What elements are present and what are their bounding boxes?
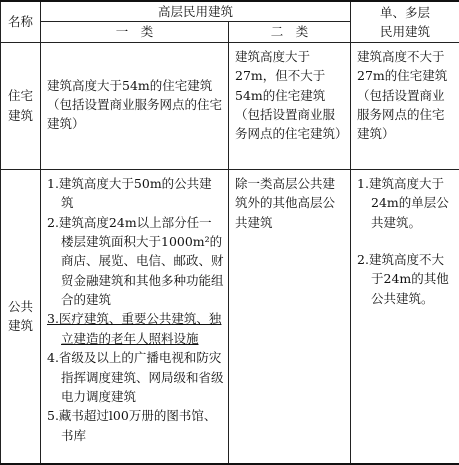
residential-class-two-text: 建筑高度大于27m，但不大于54m的住宅建筑（包括设置商业服务网点的住宅建筑） — [235, 48, 348, 142]
residential-single-multi-cell — [351, 42, 459, 169]
high-rise-header — [41, 1, 351, 22]
public-class-one-item: 4.省级及以上的广播电视和防灾指挥调度建筑、网局级和省级电力调度建筑 — [47, 350, 224, 404]
public-single-multi-item: 1.建筑高度大于24m的单层公共建筑。 — [357, 175, 449, 230]
public-class-one-item: 2.建筑高度24m以上部分任一楼层建筑面积大于1000m²的商店、展览、电信、邮政、财贸金融建筑和其他多种功能组合的建筑 — [47, 214, 224, 307]
public-class-one-item: 3.医疗建筑、重要公共建筑、独立建造的老年人照料设施 — [47, 311, 222, 346]
public-class-two-text: 除一类高层公共建筑外的其他高层公共建筑 — [235, 175, 336, 230]
residential-class-one-text: 建筑高度大于54m的住宅建筑（包括设置商业服务网点的住宅建筑） — [47, 77, 223, 132]
class-one-header — [41, 22, 229, 42]
single-multi-header-line1: 单、多层 — [380, 4, 431, 20]
single-multi-header-line2: 民用建筑 — [380, 23, 431, 39]
class-two-header — [229, 22, 351, 42]
class-two-header-text: 二 类 — [270, 24, 309, 40]
public-name-line2: 建筑 — [7, 318, 33, 334]
residential-class-two-cell — [229, 42, 351, 169]
residential-name-line1: 住宅 — [7, 88, 33, 104]
high-rise-header-text: 高层民用建筑 — [158, 4, 234, 19]
public-class-two-cell — [229, 169, 351, 464]
public-class-one-cell — [41, 169, 229, 464]
public-class-one-item: 1.建筑高度大于50m的公共建筑 — [47, 175, 212, 211]
public-name-cell — [1, 169, 41, 464]
public-single-multi-cell — [351, 169, 459, 464]
single-multi-header — [351, 1, 459, 42]
public-single-multi-item: 2.建筑高度不大于24m的其他公共建筑。 — [357, 251, 449, 306]
name-header-text: 名称 — [7, 14, 33, 30]
residential-name-line2: 建筑 — [7, 107, 33, 123]
public-class-one-item: 5.藏书超过l00万册的图书馆、书库 — [47, 408, 217, 443]
residential-name-cell — [1, 42, 41, 169]
public-name-line1: 公共 — [7, 299, 33, 314]
residential-single-multi-text: 建筑高度不大于27m的住宅建筑（包括设置商业服务网点的住宅建筑） — [357, 48, 448, 142]
class-one-header-text: 一 类 — [115, 24, 154, 40]
name-header — [1, 1, 41, 42]
residential-class-one-cell — [41, 42, 229, 169]
